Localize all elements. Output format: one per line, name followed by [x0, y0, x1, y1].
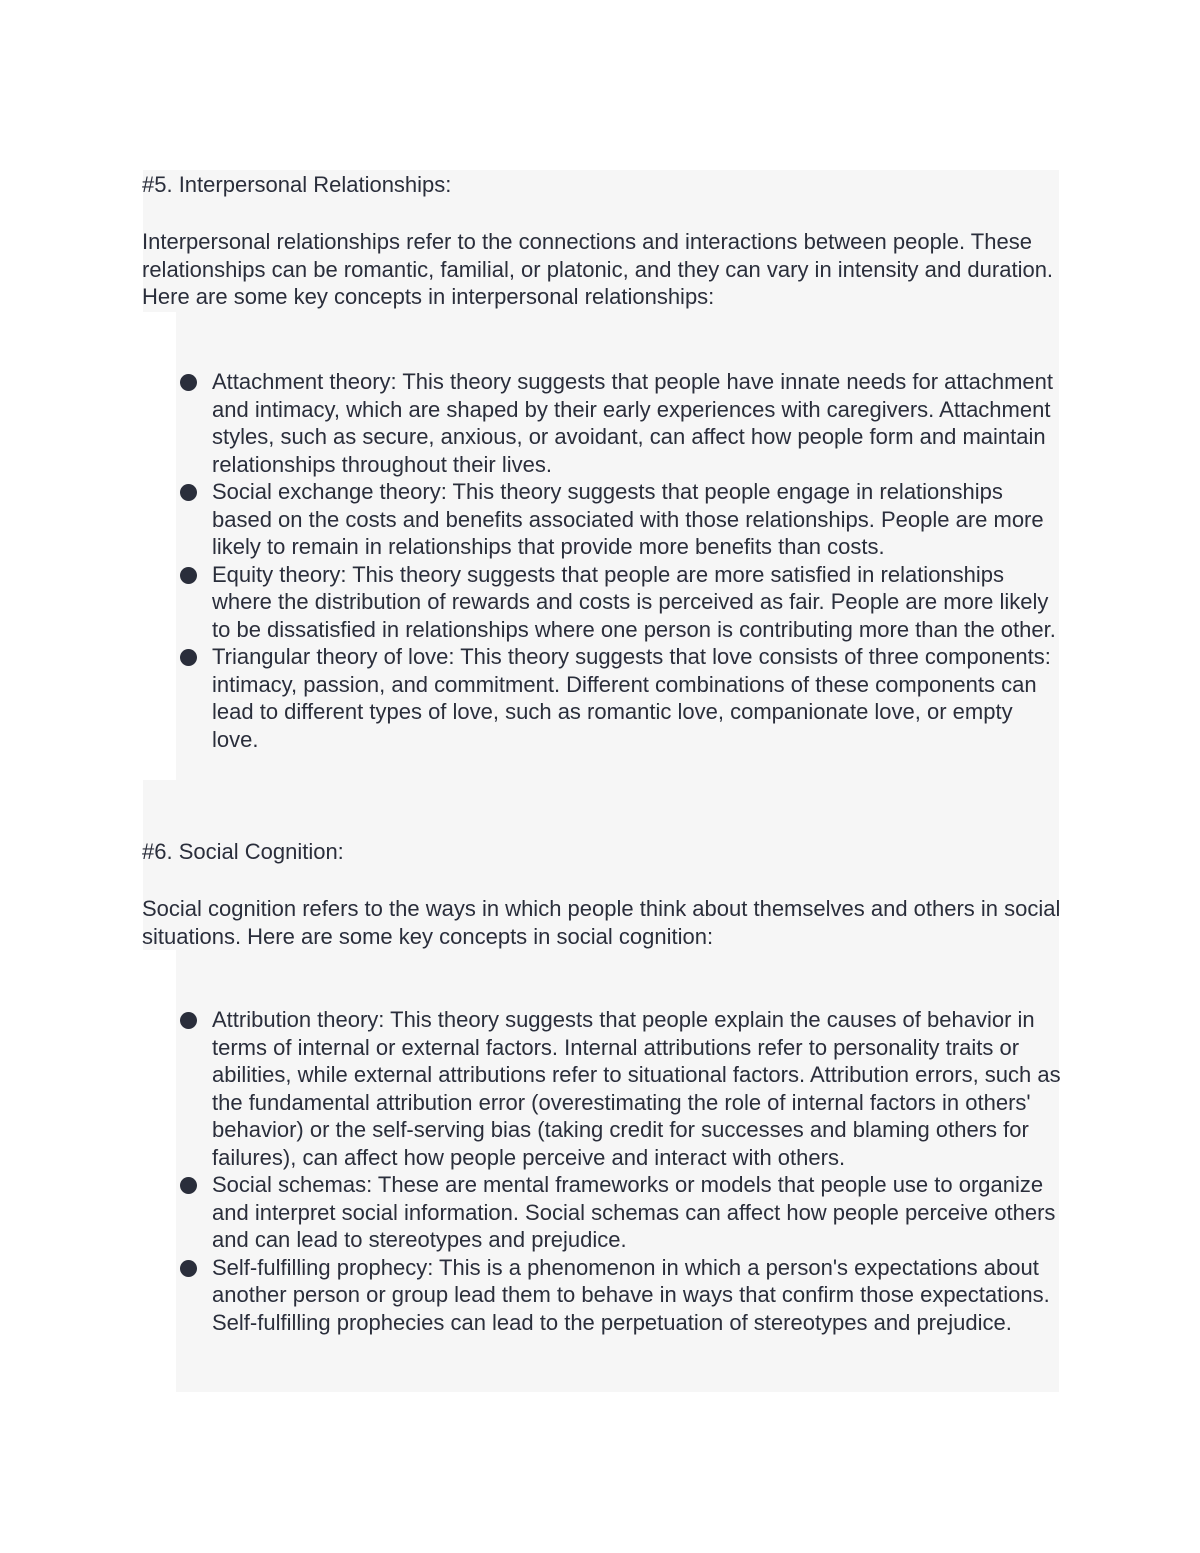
section-intro-social-cognition: Social cognition refers to the ways in which people think about themselves and others in social situations. Here are some key concepts in social cognition: [142, 896, 1061, 949]
list-item [176, 1171, 1062, 1254]
section-intro-interpersonal-relationships: Interpersonal relationships refer to the connections and interactions between people. These relationships can be romantic, familial, or platonic, and they can vary in intensity and duration. Here are some key concepts in interpersonal relationships: [142, 229, 1054, 309]
list-item-text: Social schemas: These are mental frameworks or models that people use to organize and interpret social information. Social schemas can affect how people perceive others and can lead to stereotypes and prejudice. [212, 1172, 1056, 1252]
bullet-list-interpersonal-relationships [176, 368, 1062, 753]
list-item [176, 1006, 1062, 1171]
section-heading-interpersonal-relationships: #5. Interpersonal Relationships: [142, 172, 452, 197]
bullet-list-social-cognition [176, 1006, 1062, 1336]
bullet-icon [180, 374, 197, 391]
list-item-text: Triangular theory of love: This theory suggests that love consists of three components: intimacy, passion, and commitment. Different combinations of these components can lead to different types of love, such as romantic love, companionate love, or empty love. [212, 644, 1051, 752]
list-item-text: Equity theory: This theory suggests that people are more satisfied in relationships where the distribution of rewards and costs is perceived as fair. People are more likely to be dissatisfied in relationships where one person is contributing more than the other. [212, 561, 1056, 642]
bullet-icon [180, 1177, 197, 1194]
list-item [176, 368, 1062, 478]
list-item-text: Attachment theory: This theory suggests that people have innate needs for attachment and intimacy, which are shaped by their early experiences with caregivers. Attachment styles, such as secure, anxious, or avoidant, can affect how people form and maintain relationships throughout their lives. [212, 369, 1053, 477]
bullet-icon [180, 1260, 197, 1277]
list-item [176, 561, 1062, 644]
bullet-icon [180, 567, 197, 584]
list-item-text: Attribution theory: This theory suggests that people explain the causes of behavior in terms of internal or external factors. Internal attributions refer to personality traits or abilities, while external attributions refer to situational factors. Attribution errors, such as the fundamental attribution error (overestimating the role of internal factors in others' behavior) or the self-serving bias (taking credit for successes and blaming others for failures), can affect how people perceive and interact with others. [212, 1007, 1061, 1170]
section-heading-social-cognition: #6. Social Cognition: [142, 839, 344, 864]
bullet-icon [180, 1012, 197, 1029]
bullet-icon [180, 484, 197, 501]
list-item [176, 643, 1062, 753]
list-item [176, 478, 1062, 561]
list-item-text: Self-fulfilling prophecy: This is a phenomenon in which a person's expectations about another person or group lead them to behave in ways that confirm those expectations. Self-fulfilling prophecies can lead to the perpetuation of stereotypes and prejudice. [212, 1254, 1050, 1335]
list-item-text: Social exchange theory: This theory suggests that people engage in relationships based on the costs and benefits associated with those relationships. People are more likely to remain in relationships that provide more benefits than costs. [212, 479, 1044, 559]
list-item [176, 1254, 1062, 1337]
bullet-icon [180, 649, 197, 666]
